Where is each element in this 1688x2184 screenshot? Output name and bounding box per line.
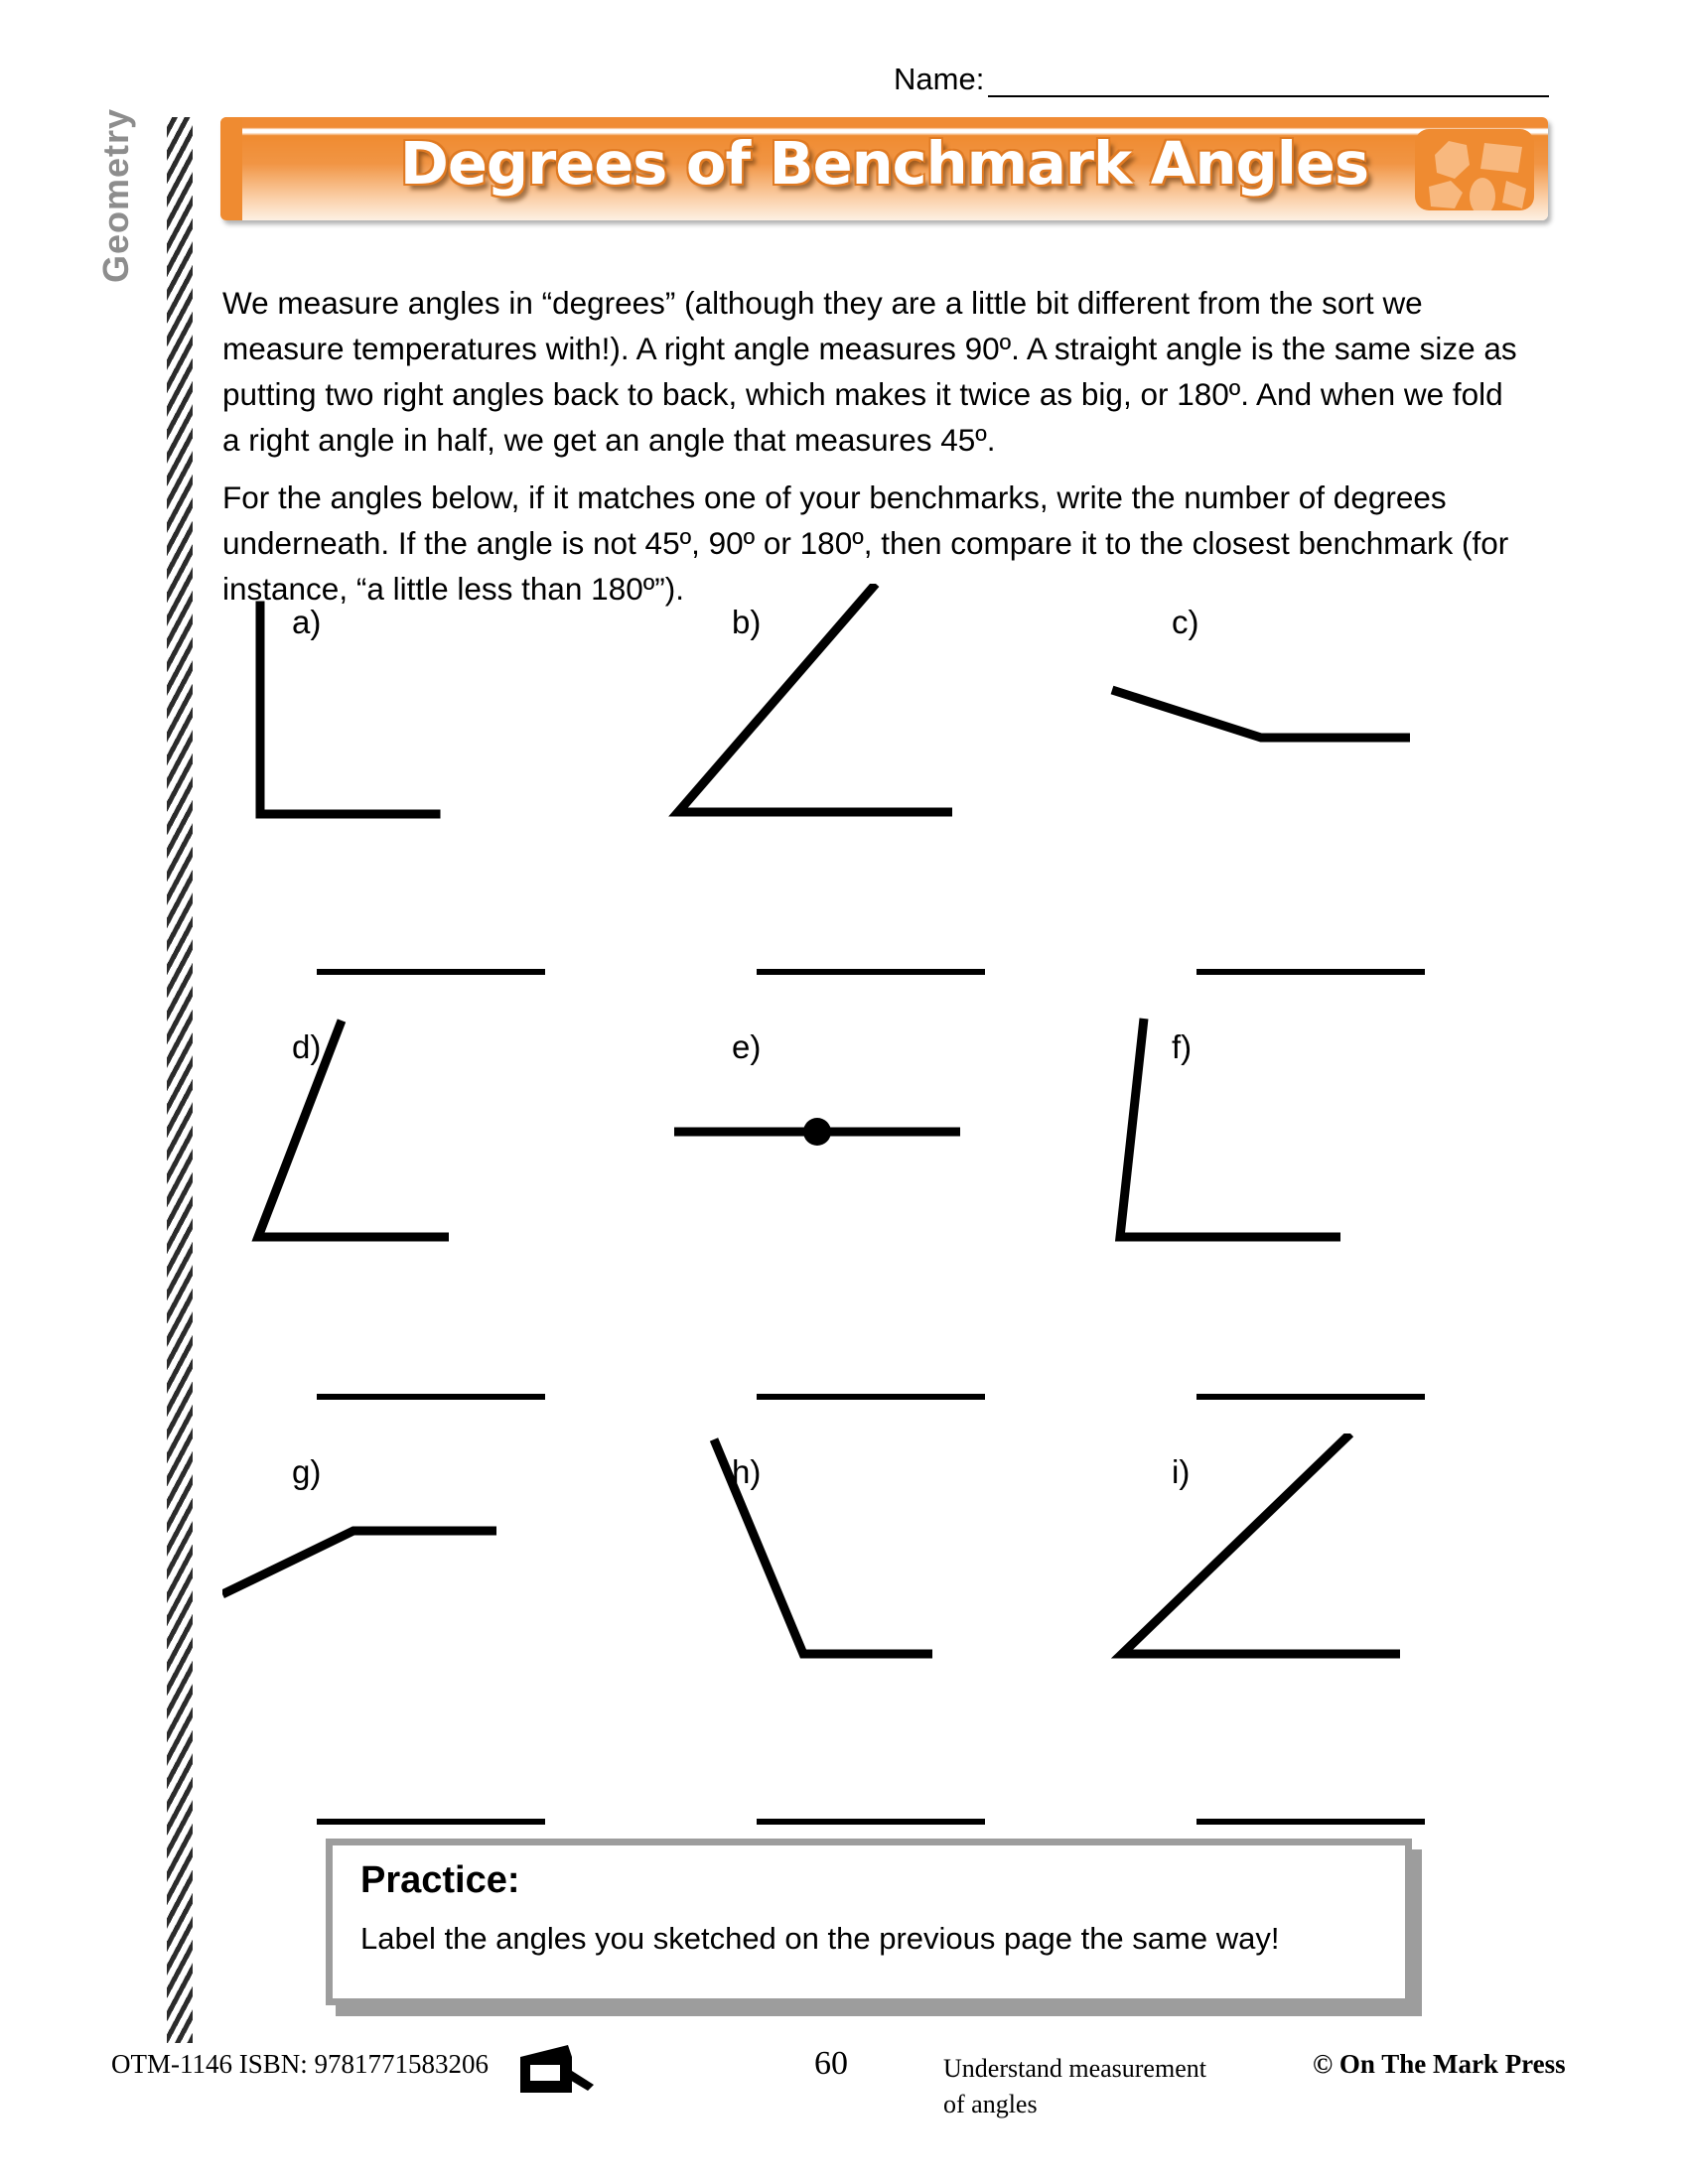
angle-item-g [222,1433,662,1858]
answer-line-h[interactable] [757,1819,985,1825]
angle-drawing-g [222,1433,662,1771]
angle-drawing-e [662,1009,1102,1346]
angle-drawing-b [662,584,1102,921]
footer-description [943,2051,1206,2122]
answer-line-a[interactable] [317,969,545,975]
angle-drawing-d [222,1009,662,1346]
page-footer [0,2045,1688,2168]
angle-row-1 [222,584,1543,1009]
answer-line-d[interactable] [317,1394,545,1400]
answer-line-c[interactable] [1196,969,1425,975]
practice-box [326,1839,1412,2005]
angle-label-c: c) [1172,604,1199,640]
answer-line-b[interactable] [757,969,985,975]
angle-item-e [662,1009,1102,1433]
shapes-icon [1415,129,1534,210]
angle-drawing-i [1102,1433,1542,1771]
page-number: 60 [814,2045,848,2082]
angle-label-h: h) [732,1453,762,1490]
angle-label-a: a) [292,604,322,640]
practice-text: Label the angles you sketched on the previous page the same way! [360,1921,1280,1956]
angle-item-i [1102,1433,1542,1858]
angle-item-d [222,1009,662,1433]
name-field[interactable] [894,62,1549,97]
angle-item-b [662,584,1102,1009]
angle-exercise-grid [222,584,1543,1858]
footer-description-line-2: of angles [943,2090,1038,2118]
angle-label-g: g) [292,1453,322,1490]
angle-label-d: d) [292,1028,322,1065]
angle-drawing-c [1102,584,1542,921]
angle-drawing-a [222,584,662,921]
answer-line-f[interactable] [1196,1394,1425,1400]
hatched-strand-decoration [167,117,193,2043]
name-label: Name: [894,62,985,96]
practice-title: Practice: [360,1859,520,1901]
page-title: Degrees of Benchmark Angles [399,129,1369,198]
film-clapper-icon [516,2041,608,2095]
answer-line-g[interactable] [317,1819,545,1825]
angle-drawing-h [662,1433,1102,1771]
angle-item-f [1102,1009,1542,1433]
answer-line-i[interactable] [1196,1819,1425,1825]
angle-item-c [1102,584,1542,1009]
footer-copyright: © On The Mark Press [1313,2049,1566,2079]
footer-description-line-1: Understand measurement [943,2054,1206,2083]
angle-label-e: e) [732,1028,762,1065]
angle-drawing-f [1102,1009,1542,1346]
angle-row-3 [222,1433,1543,1858]
strand-label-wrap [95,107,169,457]
title-banner [220,117,1548,220]
strand-label: Geometry [95,107,136,283]
footer-product-code: OTM-1146 ISBN: 9781771583206 [111,2049,490,2079]
answer-line-e[interactable] [757,1394,985,1400]
angle-label-i: i) [1172,1453,1191,1490]
angle-label-f: f) [1172,1028,1193,1065]
angle-label-b: b) [732,604,762,640]
angle-row-2 [222,1009,1543,1433]
angle-item-h [662,1433,1102,1858]
angle-item-a [222,584,662,1009]
intro-paragraph: We measure angles in “degrees” (although they are a little bit different from the sort we measure temperatures with!). A right angle measures 90º. A straight angle is the same size as putting two right angles back to back, which makes it twice as big, or 180º. And when we fold a right angle in half, we get an angle that measures 45º. [222,284,1517,458]
name-write-line[interactable] [988,66,1549,97]
instructions-paragraph: For the angles below, if it matches one of your benchmarks, write the number of degrees underneath. If the angle is not 45º, 90º or 180º, then compare it to the closest benchmark (for instance, “a little less than 180º”). [222,478,1509,607]
